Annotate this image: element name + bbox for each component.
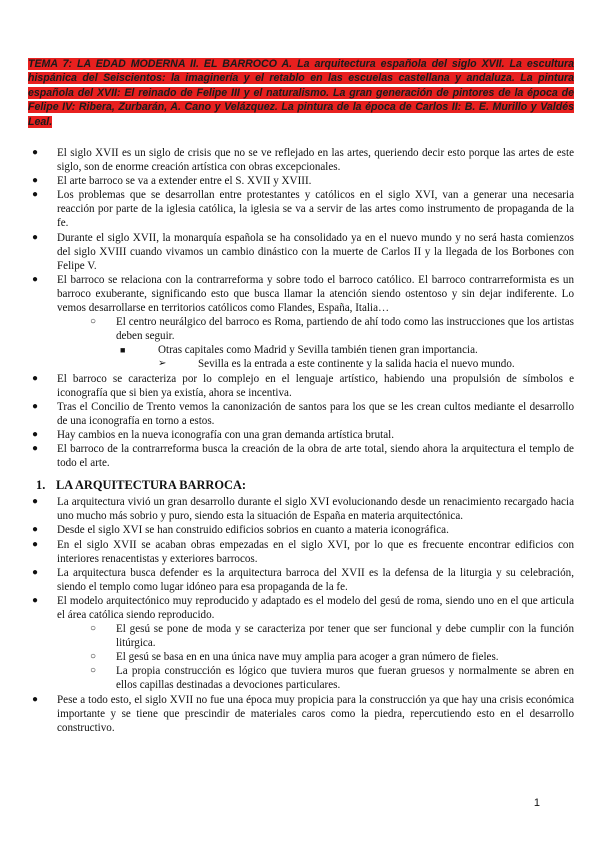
list-item: ● Hay cambios en la nueva iconografía con una gran demanda artística brutal. bbox=[32, 428, 394, 441]
bullet-dot-icon: ● bbox=[32, 496, 39, 508]
bullet-dot-icon: ● bbox=[32, 231, 39, 243]
section-number: 1. bbox=[36, 478, 46, 493]
list-item: ● Pese a todo esto, el siglo XVII no fue una época muy propicia para la construcción ya que hay una crisis económica importante y se tiene que prescindir de materiales caros como la piedra, repercutiendo esto en el desarrollo constructivo. bbox=[32, 693, 574, 734]
bullet-dot-icon: ● bbox=[32, 428, 39, 440]
bullet-dot-icon: ● bbox=[32, 372, 39, 384]
bullet-dot-icon: ● bbox=[32, 693, 39, 705]
sub-list-item: ○ El centro neurálgico del barroco es Roma, partiendo de ahí todo como las instrucciones que los artistas deben seguir. bbox=[90, 316, 574, 343]
bullet-dot-icon: ● bbox=[32, 538, 39, 550]
bullet-dot-icon: ● bbox=[32, 189, 39, 201]
intro-list bbox=[28, 146, 574, 470]
topic-title bbox=[28, 57, 574, 129]
sub-list-item: ○ El gesú se basa en en una única nave muy amplia para acoger a gran número de fieles. bbox=[90, 651, 499, 664]
bullet-dot-icon: ● bbox=[32, 147, 39, 158]
sub-list-item: ○ El gesú se pone de moda y se caracteriza por tener que ser funcional y debe cumplir con la función litúrgica. bbox=[90, 623, 574, 650]
bullet-circle-icon: ○ bbox=[90, 651, 97, 663]
sub-list-item: ○ La propia construcción es lógico que tuviera muros que fueran gruesos y normalmente se abren en ellos capillas destinadas a devociones particulares. bbox=[90, 665, 574, 692]
list-item: ● El arte barroco se va a extender entre el S. XVII y XVIII. bbox=[32, 175, 312, 188]
list-item: ● El barroco se relaciona con la contrarreforma y sobre todo el barroco católico. El barroco contrarreformista es un barroco exuberante, significando esto que busca llamar la atención siendo ostentoso y sin dejar indiferente. Lo vemos desarrollarse en territorios católicos como Flandes, España, Italia… bbox=[32, 273, 574, 315]
bullet-dot-icon: ● bbox=[32, 594, 39, 606]
list-item: ● Desde el siglo XVI se han construido edificios sobrios en cuanto a materia iconográfica. bbox=[32, 524, 449, 537]
list-item: ● Los problemas que se desarrollan entre protestantes y católicos en el siglo XVI, van a generar una necesaria reacción por parte de la iglesia católica, la iglesia se va a servir de las artes como instrumento de propaganda de la fe. bbox=[32, 189, 574, 230]
sub-sub-list-item: ■ Otras capitales como Madrid y Sevilla también tienen gran importancia. bbox=[120, 344, 478, 357]
title-highlight: TEMA 7: LA EDAD MODERNA II. EL BARROCO A. La arquitectura española del siglo XVII. La escultura hispánica del Seiscientos: la imaginería y el retablo en las escuelas castellana y andaluza. La pintura española del XVII: El reinado de Felipe III y el naturalismo. La gran generación de pintores de la época de Felipe IV: Ribera, Zurbarán, A. Cano y Velázquez. La pintura de la época de Carlos II: B. E. Murillo y Valdés Leal. bbox=[28, 58, 574, 128]
bullet-dot-icon: ● bbox=[32, 175, 39, 187]
list-item: ● El barroco de la contrarreforma busca la creación de la obra de arte total, siendo ahora la arquitectura el templo de todo el arte. bbox=[32, 442, 574, 470]
list-item: ● El siglo XVII es un siglo de crisis que no se ve reflejado en las artes, queriendo decir esto porque las artes de este siglo, son de enorme creación artística con obras excepcionales. bbox=[32, 147, 574, 174]
list-item: ● El barroco se caracteriza por lo complejo en el lenguaje artístico, habiendo una propulsión de símbolos e iconografía que si bien ya existía, ahora se incentiva. bbox=[32, 372, 574, 399]
bullet-circle-icon: ○ bbox=[90, 623, 97, 635]
list-item: ● La arquitectura busca defender es la arquitectura barroca del XVII es la defensa de la liturgia y su celebración, siendo el templo como lugar idóneo para esa propaganda de la fe. bbox=[32, 566, 574, 593]
bullet-dot-icon: ● bbox=[32, 566, 39, 578]
bullet-circle-icon: ○ bbox=[90, 316, 97, 328]
list-item: ● En el siglo XVII se acaban obras empezadas en el siglo XVI, por lo que es frecuente encontrar edificios con interiores renacentistas y exteriores barrocos. bbox=[32, 538, 574, 565]
bullet-circle-icon: ○ bbox=[90, 665, 97, 677]
section-list bbox=[28, 495, 574, 735]
bullet-square-icon: ■ bbox=[120, 345, 126, 356]
list-item: ● El modelo arquitectónico muy reproducido y adaptado es el modelo del gesú de roma, siendo uno en el que articula el área católica siendo reproducido. bbox=[32, 594, 574, 621]
bullet-dot-icon: ● bbox=[32, 400, 39, 412]
document-body bbox=[28, 146, 574, 735]
bullet-dot-icon: ● bbox=[32, 442, 39, 454]
list-item: ● Tras el Concilio de Trento vemos la canonización de santos para los que se les crean cultos mediante el desarrollo de una iconografía en torno a estos. bbox=[32, 400, 574, 427]
bullet-arrow-icon: ➢ bbox=[158, 358, 167, 370]
arrow-list-item: ➢ Sevilla es la entrada a este continente y la salida hacia el nuevo mundo. bbox=[158, 358, 515, 371]
bullet-dot-icon: ● bbox=[32, 524, 39, 536]
list-item: ● Durante el siglo XVII, la monarquía española se ha consolidado ya en el nuevo mundo y no será hasta comienzos del siglo XVIII cuando vivamos un cambio dinástico con la muerte de Carlos II y la llegada de los Borbones con Felipe V. bbox=[32, 231, 574, 272]
section-title: LA ARQUITECTURA BARROCA: bbox=[56, 478, 247, 493]
bullet-dot-icon: ● bbox=[32, 273, 39, 285]
section-heading bbox=[28, 478, 574, 492]
list-item: ● La arquitectura vivió un gran desarrollo durante el siglo XVI evolucionando desde un renacimiento recargado hacia uno mucho más sobrio y puro, siendo esta la situación de España en materia arquitectónica. bbox=[32, 496, 574, 523]
page-number: 1 bbox=[533, 797, 540, 809]
